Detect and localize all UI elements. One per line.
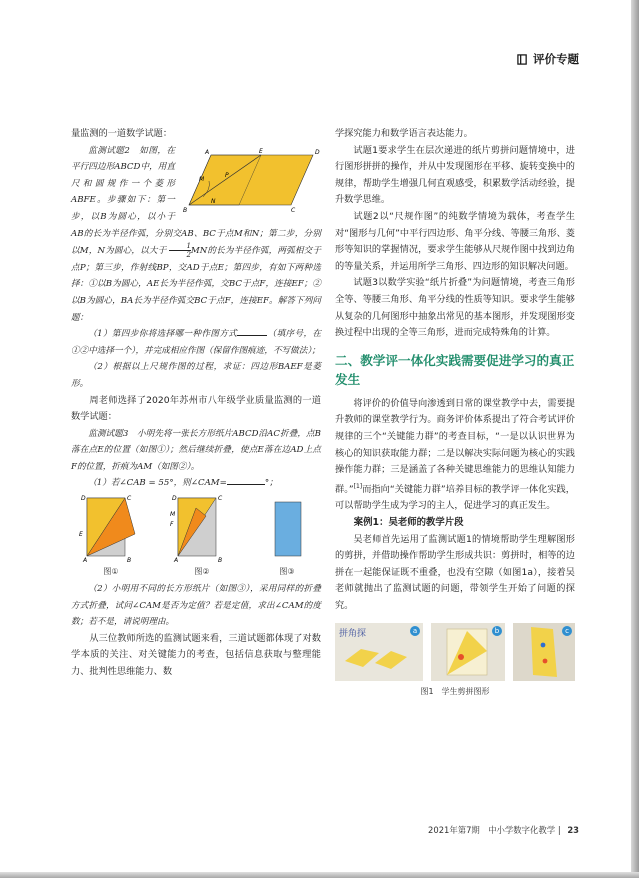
figure-3-label: 图③	[279, 567, 295, 577]
test3-text: 监测试题3 小明先将一张长方形纸片ABCD沿AC折叠，点B落在点E的位置（如图①）；然后继续折叠，使点E落在边AD上点F的位置，折痕为AM（如图②）。	[71, 428, 321, 472]
page-edge-shadow-bottom	[0, 872, 639, 878]
svg-text:D: D	[172, 495, 177, 503]
section-header	[517, 51, 579, 67]
question-2: （2）根据以上尺规作图的过程，求证：四边形BAEF是菱形。	[71, 362, 321, 389]
photo-c	[513, 623, 575, 681]
paragraph-case: 吴老师首先运用了监测试题1的情境帮助学生理解图形的剪拼，并借助操作帮助学生形成共识：剪拼时，相等的边拼在一起能保证既不重叠，也没有空隙（如图1a），接着吴老师就抛出了监测试题的问题，带领学生开始了问题的探究。	[335, 533, 575, 611]
svg-text:D: D	[315, 148, 320, 156]
folding-figures	[75, 494, 317, 577]
svg-text:E: E	[79, 531, 83, 539]
svg-text:C: C	[218, 495, 223, 503]
figure-1-label: 图①	[103, 567, 119, 577]
svg-text:M: M	[170, 511, 176, 519]
case-title: 案例1：吴老师的教学片段	[353, 516, 464, 528]
svg-text:C: C	[291, 206, 296, 214]
svg-text:P: P	[225, 171, 229, 179]
left-column	[71, 126, 321, 681]
reference-marker[interactable]: [1]	[353, 482, 363, 490]
photo-caption: 图1 学生剪拼图形	[420, 686, 490, 696]
svg-text:D: D	[81, 495, 86, 503]
photo-b	[431, 623, 505, 681]
fraction-half: $\frac{1}{2}$	[169, 242, 191, 259]
svg-text:N: N	[211, 197, 216, 205]
svg-text:A: A	[174, 557, 179, 563]
section-heading: 二、教学评一体化实践需要促进学习的真正发生	[335, 352, 575, 387]
intro-text: 量监测的一道数学试题：	[71, 128, 173, 139]
photo-a-badge: a	[410, 626, 420, 636]
svg-text:B: B	[218, 557, 223, 563]
question-1: （1）第四步你将选择哪一种作图方式 （填序号，在①②中选择一个），并完成相应作图（保留作图痕迹，不写做法）；	[71, 326, 321, 359]
figure-3	[257, 494, 317, 577]
section-title: 评价专题	[533, 52, 579, 66]
page-number: 23	[567, 825, 579, 835]
photo-b-badge: b	[492, 626, 502, 636]
figure-2	[166, 494, 238, 577]
angle-answer-blank[interactable]	[227, 475, 265, 485]
paragraph-summary: 从三位教师所选的监测试题来看，三道试题都体现了对数学本质的关注、对关键能力的考查，包括信息获取与整理能力、批判性思维能力、数	[71, 632, 321, 678]
svg-text:A: A	[83, 557, 88, 563]
test2-text: 监测试题2 如图，在平行四边形ABCD中，用直尺和圆规作一个菱形ABFE。步骤如下：第一步，以B为圆心，以小于AB的长为半径作弧，分别交AB、BC于点M和N；第二步，分别以M，N为圆心，以大于 $\frac{1}{2}$ MN的长为半径作弧，两弧相交于点P；第三步，作射线BP，交AD于点E；第四步，有如下两种选择：①以B为圆心，AE长为半径作弧，交BC于点F，连接EF；②以B为圆心，BA长为半径作弧交BC于点F，连接EF。解答下列问题：	[71, 145, 321, 323]
question-4: （2）小明用不同的长方形纸片（如图③），采用同样的折叠方式折叠，试问∠CAM是否为定值？若是定值，求出∠CAM的度数；若不是，请说明理由。	[71, 584, 321, 628]
paragraph-test1: 试题1要求学生在层次递进的纸片剪拼问题情境中，进行图形拼拼的操作，并从中发现图形在平移、旋转变换中的规律，帮助学生增强几何直观感受，积累数学活动经验，提升数学思维。	[335, 144, 575, 206]
photo-a-handwriting: 拼角探	[339, 628, 367, 639]
svg-text:C: C	[127, 495, 132, 503]
figure-2-label: 图②	[194, 567, 210, 577]
svg-text:B: B	[183, 206, 188, 214]
parallelogram-figure	[181, 145, 321, 215]
question-3: （1）若∠CAB = 55°，则∠CAM= °；	[71, 475, 321, 492]
figure-1	[75, 494, 147, 577]
photo-c-badge: c	[562, 626, 572, 636]
svg-text:E: E	[259, 147, 263, 155]
journal-info: 2021年第7期 中小学数字化教学	[428, 825, 556, 835]
photo-strip	[335, 623, 575, 681]
svg-text:F: F	[170, 521, 174, 529]
svg-text:M: M	[199, 175, 205, 183]
answer-blank[interactable]	[237, 326, 267, 336]
page-footer: 2021年第7期 中小学数字化教学 | 23	[428, 825, 579, 835]
svg-text:B: B	[127, 557, 132, 563]
paragraph-zhou: 周老师选择了2020年苏州市八年级学业质量监测的一道数学试题：	[71, 394, 321, 423]
paragraph-evaluation: 将评价的价值导向渗透到日常的课堂教学中去，需要提升教师的课堂教学行为。商务评价体系提出了符合考试评价规律的三个“关键能力群”的考查目标，“一是以认识世界为核心的知识获取能力群；二是以解决实际问题为核心的实践操作能力群；三是涵盖了各种关键思维能力的思维认知能力群。”[1]而指向“关键能力群”培养目标的教学评一体化实践，可以帮助学生成为学习的主人，促进学习的真正发生。	[335, 397, 575, 512]
photo-a	[335, 623, 423, 681]
paragraph-test3: 试题3以数学实验“纸片折叠”为问题情境，考查三角形全等、等腰三角形、角平分线的性质等知识。要求学生能够从复杂的几何图形中抽象出常见的基本图形，并发现图形变换过程中出现的全等三角形，进而完成特殊角的计算。	[335, 277, 575, 339]
book-icon	[517, 54, 528, 65]
right-column	[335, 126, 575, 697]
svg-text:A: A	[205, 148, 210, 156]
paragraph-test2: 试题2以“尺规作图”的纯数学情境为载体，考查学生对“图形与几何”中平行四边形、角平分线、等腰三角形、菱形等知识的掌握情况，要求学生能够从尺规作图中找到边角的等量关系，并运用所学三角形、四边形的知识解决问题。	[335, 210, 575, 272]
page-edge-shadow	[631, 0, 639, 878]
paragraph-continue: 学探究能力和数学语言表达能力。	[335, 128, 473, 139]
